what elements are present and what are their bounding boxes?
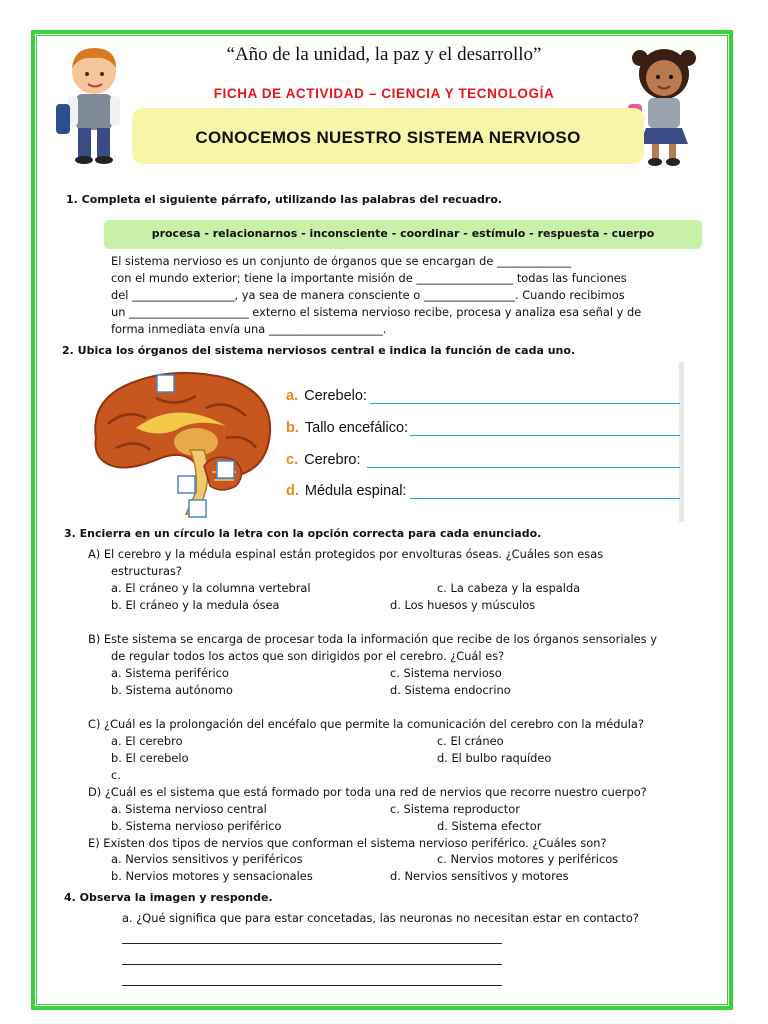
- q3b-question: B) Este sistema se encarga de procesar toda la información que recibe de los órganos sensoriales y: [88, 632, 657, 646]
- q1-text-line: un _____________________ externo el sistema nervioso recibe, procesa y analiza esa señal y de: [111, 305, 642, 319]
- organ-label-a: a. Cerebelo:: [286, 388, 367, 404]
- answer-line[interactable]: [410, 498, 680, 499]
- q1-text-line: del __________________, ya sea de manera consciente o ________________. Cuando recibimos: [111, 288, 625, 302]
- q3c-question: C) ¿Cuál es la prolongación del encéfalo que permite la comunicación del cerebro con la médula?: [88, 717, 644, 731]
- q3c-option-a[interactable]: a. El cerebro: [111, 734, 183, 748]
- organ-label-c: c. Cerebro:: [286, 452, 361, 468]
- answer-line[interactable]: [122, 964, 502, 965]
- q3c-option-b[interactable]: b. El cerebelo: [111, 751, 189, 765]
- q3a-option-a[interactable]: a. El cráneo y la columna vertebral: [111, 581, 311, 595]
- q2-heading: 2. Ubica los órganos del sistema nerviosos central e indica la función de cada uno.: [62, 344, 576, 357]
- q1-text-line: El sistema nervioso es un conjunto de órganos que se encargan de _____________: [111, 254, 572, 268]
- word-bank: procesa - relacionarnos - inconsciente - coordinar - estímulo - respuesta - cuerpo: [151, 227, 655, 240]
- answer-line[interactable]: [410, 435, 680, 436]
- q3b-option-c[interactable]: c. Sistema nervioso: [390, 666, 502, 680]
- motto: “Año de la unidad, la paz y el desarrollo”: [226, 44, 542, 65]
- q3e-question: E) Existen dos tipos de nervios que conforman el sistema nervioso periférico. ¿Cuáles son?: [88, 836, 607, 850]
- q3c-option-c[interactable]: c. El cráneo: [437, 734, 504, 748]
- q3b-option-a[interactable]: a. Sistema periférico: [111, 666, 229, 680]
- q1-heading: 1. Completa el siguiente párrafo, utilizando las palabras del recuadro.: [66, 193, 503, 206]
- q1-text-line: forma inmediata envía una ____________________.: [111, 322, 387, 336]
- q3b-option-b[interactable]: b. Sistema autónomo: [111, 683, 233, 697]
- brain-illustration: [86, 368, 276, 520]
- page-title: CONOCEMOS NUESTRO SISTEMA NERVIOSO: [195, 128, 581, 147]
- answer-line[interactable]: [122, 943, 502, 944]
- answer-line[interactable]: [367, 467, 680, 468]
- q3d-question: D) ¿Cuál es el sistema que está formado por toda una red de nervios que recorre nuestro cuerpo?: [88, 785, 647, 799]
- answer-line[interactable]: [122, 985, 502, 986]
- q4-question: a. ¿Qué significa que para estar concetadas, las neuronas no necesitan estar en contacto?: [122, 911, 639, 925]
- q3e-option-b[interactable]: b. Nervios motores y sensacionales: [111, 869, 313, 883]
- q3d-option-d[interactable]: d. Sistema efector: [437, 819, 542, 833]
- q3a-option-c[interactable]: c. La cabeza y la espalda: [437, 581, 581, 595]
- q3-heading: 3. Encierra en un círculo la letra con la opción correcta para cada enunciado.: [64, 527, 542, 540]
- q1-text-line: con el mundo exterior; tiene la importante misión de _________________ todas las funciones: [111, 271, 627, 285]
- q3d-option-a[interactable]: a. Sistema nervioso central: [111, 802, 267, 816]
- q3c-option-d[interactable]: d. El bulbo raquídeo: [437, 751, 552, 765]
- activity-subtitle: FICHA DE ACTIVIDAD – CIENCIA Y TECNOLOGÍA: [213, 86, 555, 101]
- q3e-option-d[interactable]: d. Nervios sensitivos y motores: [390, 869, 569, 883]
- q3c-option-extra: c.: [111, 768, 121, 782]
- q3b-option-d[interactable]: d. Sistema endocrino: [390, 683, 511, 697]
- q3d-option-c[interactable]: c. Sistema reproductor: [390, 802, 520, 816]
- q3e-option-a[interactable]: a. Nervios sensitivos y periféricos: [111, 852, 303, 866]
- answer-line[interactable]: [370, 403, 680, 404]
- q4-heading: 4. Observa la imagen y responde.: [64, 891, 273, 904]
- q3e-option-c[interactable]: c. Nervios motores y periféricos: [437, 852, 619, 866]
- organ-label-b: b. Tallo encefálico:: [286, 420, 409, 436]
- organ-label-d: d. Médula espinal:: [286, 483, 407, 499]
- q3a-question: A) El cerebro y la médula espinal están protegidos por envolturas óseas. ¿Cuáles son esas: [88, 547, 604, 561]
- q3d-option-b[interactable]: b. Sistema nervioso periférico: [111, 819, 282, 833]
- q3a-question-cont: estructuras?: [111, 564, 182, 578]
- q3b-question-cont: de regular todos los actos que son dirigidos por el cerebro. ¿Cuál es?: [111, 649, 505, 663]
- q3a-option-d[interactable]: d. Los huesos y músculos: [390, 598, 536, 612]
- q3a-option-b[interactable]: b. El cráneo y la medula ósea: [111, 598, 280, 612]
